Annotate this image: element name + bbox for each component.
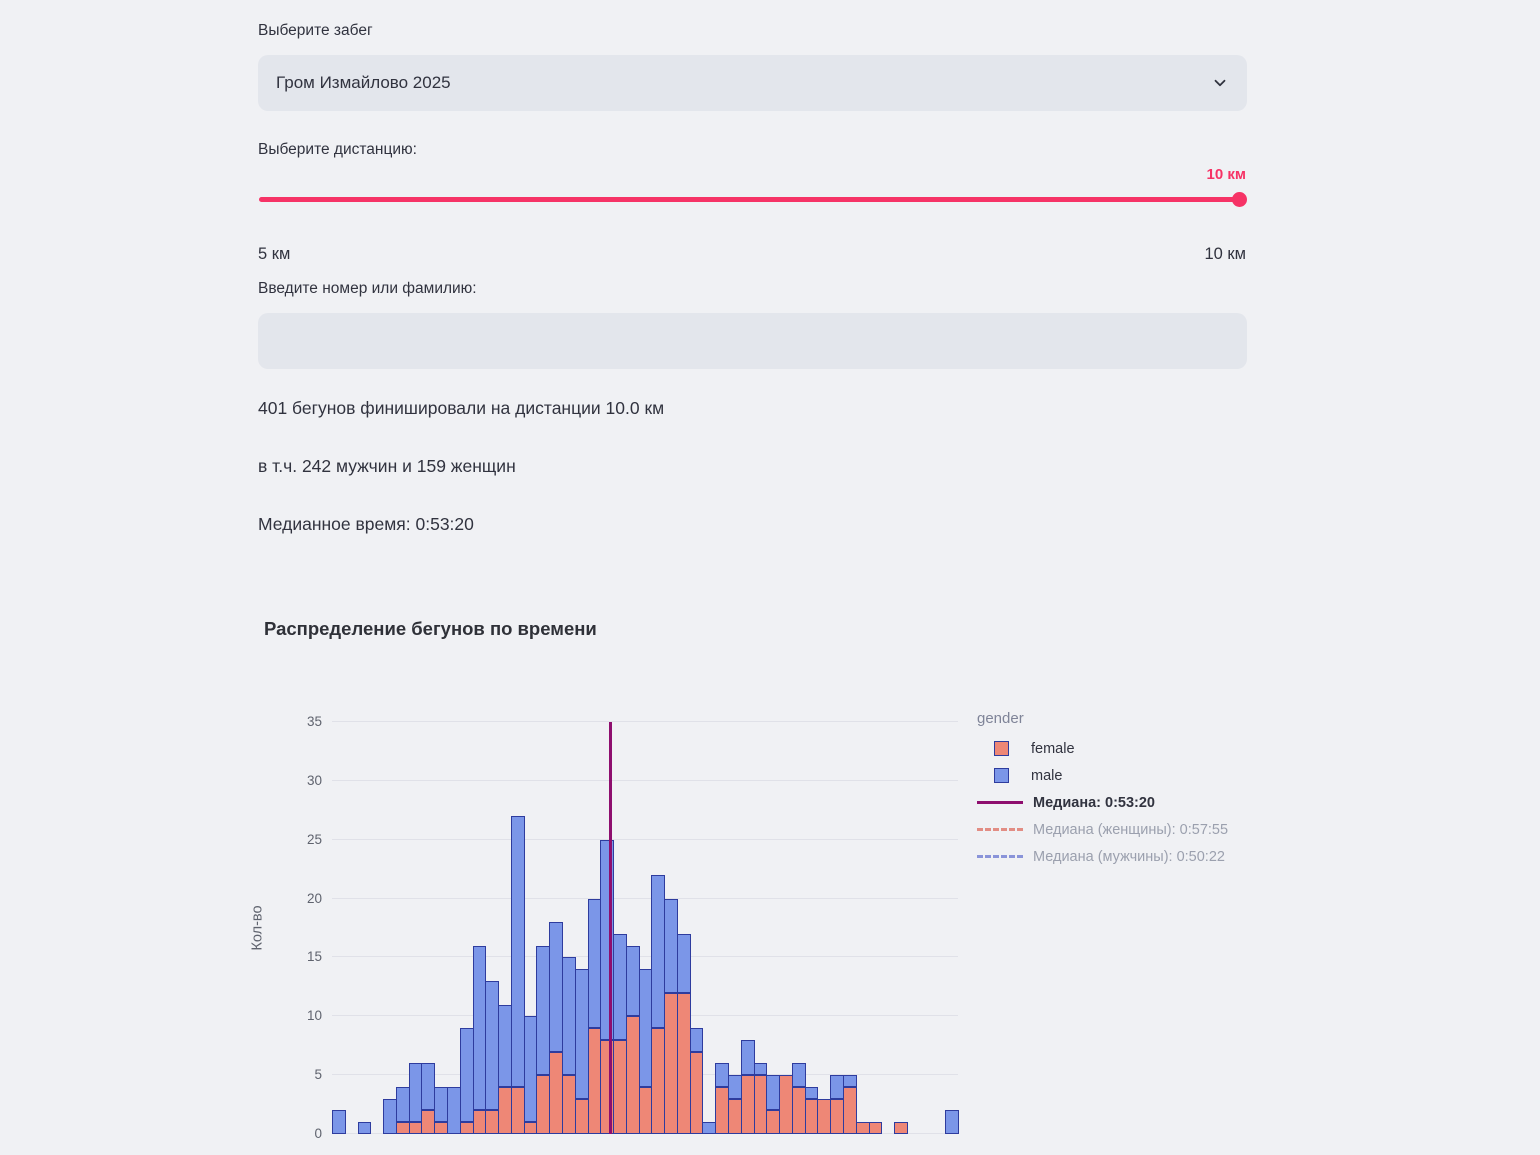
- female-segment: [766, 1110, 780, 1134]
- male-segment: [600, 840, 614, 1040]
- histogram-bar[interactable]: [549, 922, 563, 1134]
- female-segment: [817, 1099, 831, 1134]
- female-segment: [754, 1075, 768, 1134]
- male-segment: [613, 934, 627, 1040]
- female-segment: [549, 1052, 563, 1134]
- male-segment: [524, 1016, 538, 1122]
- female-segment: [677, 993, 691, 1134]
- histogram-bar[interactable]: [677, 934, 691, 1134]
- y-tick-label: 35: [306, 714, 322, 729]
- female-segment: [894, 1122, 908, 1134]
- chart-title: Распределение бегунов по времени: [264, 618, 597, 639]
- gridline: [332, 780, 958, 781]
- female-segment: [396, 1122, 410, 1134]
- male-segment: [332, 1110, 346, 1134]
- legend-item-median-female[interactable]: [977, 816, 1277, 843]
- histogram-bar[interactable]: [779, 1075, 793, 1134]
- gender-split-stat: в т.ч. 242 мужчин и 159 женщин: [258, 456, 516, 476]
- y-tick-label: 15: [306, 949, 322, 965]
- female-segment: [626, 1016, 640, 1134]
- histogram-bar[interactable]: [792, 1063, 806, 1134]
- female-segment: [485, 1110, 499, 1134]
- female-segment: [588, 1028, 602, 1134]
- histogram-bar[interactable]: [536, 946, 550, 1134]
- histogram-bar[interactable]: [524, 1016, 538, 1134]
- legend-item-male[interactable]: [977, 762, 1277, 789]
- histogram-plot: [332, 722, 958, 1134]
- y-tick-label: 30: [306, 772, 322, 788]
- female-segment: [498, 1087, 512, 1134]
- gridline: [332, 721, 958, 722]
- female-segment: [779, 1075, 793, 1134]
- histogram-bar[interactable]: [856, 1122, 870, 1134]
- median-line: [609, 722, 612, 1134]
- female-segment: [460, 1122, 474, 1134]
- male-segment: [754, 1063, 768, 1075]
- female-segment: [600, 1040, 614, 1134]
- gridline: [332, 898, 958, 899]
- female-segment: [562, 1075, 576, 1134]
- legend-label-male: male: [1031, 767, 1063, 784]
- male-segment: [434, 1087, 448, 1122]
- female-segment: [434, 1122, 448, 1134]
- y-tick-label: 0: [314, 1126, 322, 1141]
- male-segment: [460, 1028, 474, 1122]
- female-segment: [575, 1099, 589, 1134]
- histogram-bar[interactable]: [511, 816, 525, 1134]
- y-tick-label: 10: [306, 1008, 322, 1024]
- female-segment: [524, 1122, 538, 1134]
- histogram-bar[interactable]: [421, 1063, 435, 1134]
- female-segment: [511, 1087, 525, 1134]
- female-segment: [715, 1087, 729, 1134]
- gridline: [332, 839, 958, 840]
- slider-value-label: 10 км: [1206, 166, 1246, 183]
- female-segment: [664, 993, 678, 1134]
- male-segment: [562, 957, 576, 1075]
- male-segment: [485, 981, 499, 1110]
- histogram-bar[interactable]: [843, 1075, 857, 1134]
- male-segment: [690, 1028, 704, 1052]
- female-segment: [856, 1122, 870, 1134]
- male-segment: [945, 1110, 959, 1134]
- female-segment: [792, 1087, 806, 1134]
- distance-slider[interactable]: [259, 197, 1240, 202]
- histogram-bar[interactable]: [613, 934, 627, 1134]
- male-segment: [358, 1122, 372, 1134]
- histogram-bar[interactable]: [409, 1063, 423, 1134]
- male-segment: [830, 1075, 844, 1099]
- male-segment: [843, 1075, 857, 1087]
- histogram-bar[interactable]: [588, 899, 602, 1134]
- slider-min-label: 5 км: [258, 245, 291, 263]
- female-swatch: [994, 741, 1009, 756]
- male-segment: [511, 816, 525, 1087]
- male-segment: [473, 946, 487, 1111]
- male-segment: [409, 1063, 423, 1122]
- histogram-bar[interactable]: [766, 1075, 780, 1134]
- female-segment: [473, 1110, 487, 1134]
- histogram-bar[interactable]: [728, 1075, 742, 1134]
- histogram-bar[interactable]: [894, 1122, 908, 1134]
- distance-slider-label: Выберите дистанцию:: [258, 141, 417, 158]
- histogram-bar[interactable]: [383, 1099, 397, 1134]
- histogram-bar[interactable]: [575, 969, 589, 1134]
- histogram-bar[interactable]: [741, 1040, 755, 1134]
- female-segment: [409, 1122, 423, 1134]
- male-swatch: [994, 768, 1009, 783]
- histogram-bar[interactable]: [485, 981, 499, 1134]
- median-female-line-swatch: [977, 828, 1023, 831]
- histogram-bar[interactable]: [754, 1063, 768, 1134]
- male-segment: [741, 1040, 755, 1075]
- female-segment: [728, 1099, 742, 1134]
- male-segment: [728, 1075, 742, 1099]
- histogram-bar[interactable]: [805, 1087, 819, 1134]
- histogram-bar[interactable]: [626, 946, 640, 1134]
- male-segment: [549, 922, 563, 1051]
- histogram-bar[interactable]: [447, 1087, 461, 1134]
- female-segment: [536, 1075, 550, 1134]
- male-segment: [396, 1087, 410, 1122]
- male-segment: [715, 1063, 729, 1087]
- histogram-bar[interactable]: [651, 875, 665, 1134]
- histogram-bar[interactable]: [358, 1122, 372, 1134]
- female-segment: [830, 1099, 844, 1134]
- legend-label-median-male: Медиана (мужчины): 0:50:22: [1033, 848, 1225, 865]
- male-segment: [498, 1005, 512, 1087]
- slider-max-label: 10 км: [1204, 245, 1246, 263]
- male-segment: [805, 1087, 819, 1099]
- male-segment: [588, 899, 602, 1028]
- chart-legend: [977, 710, 1277, 870]
- male-segment: [575, 969, 589, 1098]
- female-segment: [690, 1052, 704, 1134]
- histogram-bar[interactable]: [460, 1028, 474, 1134]
- histogram-bar[interactable]: [690, 1028, 704, 1134]
- chevron-down-icon[interactable]: [1211, 74, 1229, 92]
- histogram-bar[interactable]: [332, 1110, 346, 1134]
- y-tick-label: 20: [306, 890, 322, 906]
- histogram-bar[interactable]: [562, 957, 576, 1134]
- male-segment: [651, 875, 665, 1028]
- histogram-bar[interactable]: [473, 946, 487, 1134]
- female-segment: [639, 1087, 653, 1134]
- female-segment: [805, 1099, 819, 1134]
- histogram-bar[interactable]: [600, 840, 614, 1134]
- search-input[interactable]: [258, 313, 1247, 369]
- histogram-bar[interactable]: [817, 1099, 831, 1134]
- male-segment: [677, 934, 691, 993]
- median-line-swatch: [977, 801, 1023, 804]
- histogram-bar[interactable]: [869, 1122, 883, 1134]
- female-segment: [843, 1087, 857, 1134]
- histogram-bar[interactable]: [664, 899, 678, 1134]
- legend-item-median-male[interactable]: [977, 843, 1277, 870]
- y-tick-label: 5: [314, 1067, 322, 1083]
- race-select-value: Гром Измайлово 2025: [276, 73, 451, 92]
- male-segment: [383, 1099, 397, 1134]
- histogram-bar[interactable]: [434, 1087, 448, 1134]
- histogram-bar[interactable]: [396, 1087, 410, 1134]
- slider-thumb[interactable]: [1232, 192, 1247, 207]
- histogram-bar[interactable]: [945, 1110, 959, 1134]
- female-segment: [869, 1122, 883, 1134]
- male-segment: [702, 1122, 716, 1134]
- male-segment: [766, 1075, 780, 1110]
- histogram-bar[interactable]: [715, 1063, 729, 1134]
- male-segment: [536, 946, 550, 1075]
- female-segment: [651, 1028, 665, 1134]
- legend-item-median[interactable]: [977, 789, 1277, 816]
- legend-label-median-female: Медиана (женщины): 0:57:55: [1033, 821, 1229, 838]
- female-segment: [421, 1110, 435, 1134]
- male-segment: [792, 1063, 806, 1087]
- legend-label-female: female: [1031, 740, 1075, 757]
- male-segment: [639, 969, 653, 1087]
- median-time-stat: Медианное время: 0:53:20: [258, 514, 474, 534]
- race-select-label: Выберите забег: [258, 22, 373, 39]
- median-male-line-swatch: [977, 855, 1023, 858]
- legend-item-female[interactable]: [977, 735, 1277, 762]
- male-segment: [664, 899, 678, 993]
- finishers-stat: 401 бегунов финишировали на дистанции 10.0 км: [258, 398, 665, 418]
- race-select[interactable]: [258, 55, 1247, 111]
- male-segment: [447, 1087, 461, 1134]
- histogram-bar[interactable]: [639, 969, 653, 1134]
- male-segment: [626, 946, 640, 1017]
- histogram-bar[interactable]: [830, 1075, 844, 1134]
- female-segment: [741, 1075, 755, 1134]
- legend-title: gender: [977, 710, 1024, 727]
- legend-label-median: Медиана: 0:53:20: [1033, 794, 1155, 811]
- y-tick-label: 25: [306, 831, 322, 847]
- female-segment: [613, 1040, 627, 1134]
- male-segment: [421, 1063, 435, 1110]
- search-input-label: Введите номер или фамилию:: [258, 280, 477, 297]
- histogram-bar[interactable]: [702, 1122, 716, 1134]
- y-axis-label: Кол-во: [249, 905, 266, 951]
- gridline: [332, 956, 958, 957]
- histogram-bar[interactable]: [498, 1005, 512, 1134]
